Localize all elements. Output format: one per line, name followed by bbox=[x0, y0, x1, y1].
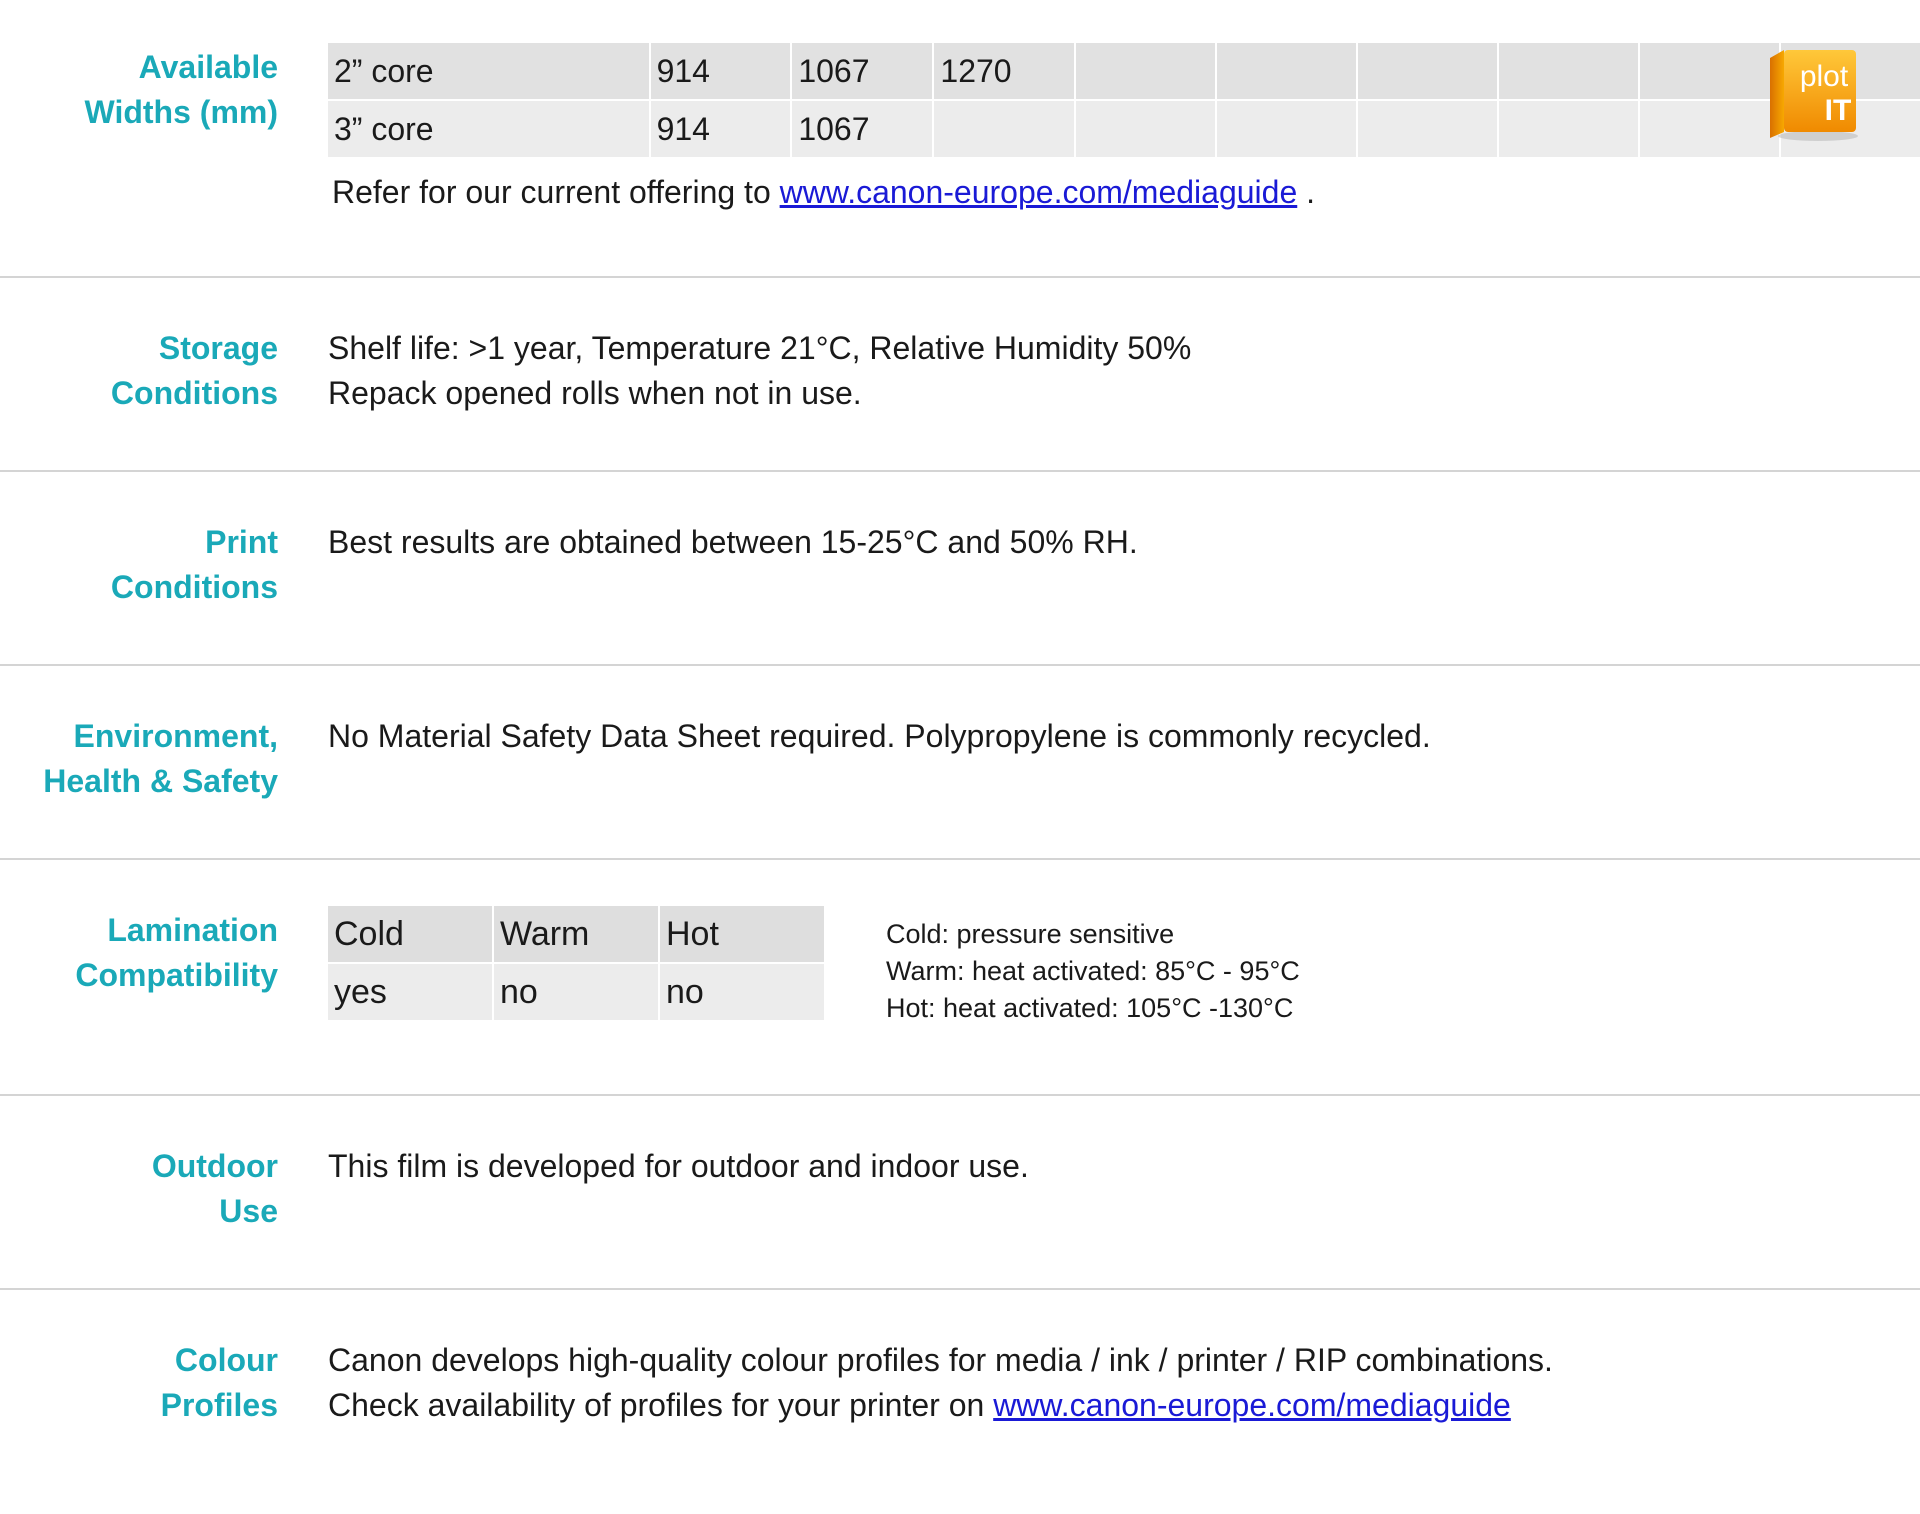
refer-end: . bbox=[1297, 174, 1316, 210]
plotit-logo-icon bbox=[1766, 48, 1862, 142]
colour-text bbox=[328, 1338, 1553, 1428]
section-divider bbox=[0, 470, 1920, 472]
outdoor-text bbox=[328, 1144, 1029, 1189]
lamination-notes bbox=[886, 916, 1300, 1027]
colour-label bbox=[0, 1338, 278, 1428]
storage-label bbox=[0, 326, 278, 416]
lamination-value-hot: no bbox=[660, 964, 824, 1022]
width-cell bbox=[1217, 101, 1358, 159]
print-text bbox=[328, 520, 1138, 565]
lamination-header-hot: Hot bbox=[660, 906, 824, 964]
section-divider bbox=[0, 858, 1920, 860]
lamination-label bbox=[0, 908, 278, 998]
width-cell bbox=[1499, 101, 1640, 159]
width-cell bbox=[1499, 43, 1640, 101]
lamination-header-cold: Cold bbox=[328, 906, 494, 964]
width-cell bbox=[1076, 101, 1217, 159]
width-cell: 914 bbox=[651, 101, 793, 159]
table-row bbox=[328, 43, 1920, 101]
colour-line2 bbox=[328, 1383, 1553, 1428]
widths-table bbox=[328, 43, 1920, 159]
width-cell: 1067 bbox=[792, 43, 934, 101]
width-cell: 1067 bbox=[792, 101, 934, 159]
environment-label bbox=[0, 714, 278, 804]
storage-text bbox=[328, 326, 1191, 416]
outdoor-label bbox=[0, 1144, 278, 1234]
lamination-table bbox=[328, 906, 824, 1022]
print-label-line1: Print bbox=[205, 524, 278, 560]
refer-line bbox=[332, 168, 1315, 216]
storage-line2: Repack opened rolls when not in use. bbox=[328, 375, 862, 411]
table-row bbox=[328, 101, 1920, 159]
table-row bbox=[328, 964, 824, 1022]
section-divider bbox=[0, 664, 1920, 666]
lamination-value-warm: no bbox=[494, 964, 660, 1022]
core-cell: 3” core bbox=[328, 101, 651, 159]
colour-label-line1: Colour bbox=[174, 1342, 278, 1378]
section-divider bbox=[0, 1288, 1920, 1290]
storage-label-line1: Storage bbox=[158, 330, 278, 366]
widths-label-line1: Available bbox=[138, 49, 278, 85]
core-cell: 2” core bbox=[328, 43, 651, 101]
environment-line1: No Material Safety Data Sheet required. Polypropylene is commonly recycled. bbox=[328, 718, 1431, 754]
lamination-note: Warm: heat activated: 85°C - 95°C bbox=[886, 956, 1300, 986]
environment-label-line1: Environment, bbox=[73, 718, 278, 754]
table-row bbox=[328, 906, 824, 964]
print-label bbox=[0, 520, 278, 610]
section-divider bbox=[0, 276, 1920, 278]
colour-line1: Canon develops high-quality colour profiles for media / ink / printer / RIP combinations. bbox=[328, 1342, 1553, 1378]
lamination-note: Cold: pressure sensitive bbox=[886, 919, 1175, 949]
width-cell bbox=[1640, 43, 1781, 101]
lamination-label-line1: Lamination bbox=[107, 912, 278, 948]
colour-line2-text: Check availability of profiles for your printer on bbox=[328, 1387, 994, 1423]
lamination-note: Hot: heat activated: 105°C -130°C bbox=[886, 993, 1294, 1023]
environment-text bbox=[328, 714, 1431, 759]
print-label-line2: Conditions bbox=[110, 569, 278, 605]
lamination-value-cold: yes bbox=[328, 964, 494, 1022]
lamination-label-line2: Compatibility bbox=[75, 957, 278, 993]
width-cell bbox=[1358, 101, 1499, 159]
print-line1: Best results are obtained between 15-25°C and 50% RH. bbox=[328, 524, 1138, 560]
width-cell bbox=[1217, 43, 1358, 101]
refer-text: Refer for our current offering to bbox=[332, 174, 780, 210]
width-cell bbox=[1076, 43, 1217, 101]
storage-label-line2: Conditions bbox=[110, 375, 278, 411]
width-cell bbox=[934, 101, 1076, 159]
storage-line1: Shelf life: >1 year, Temperature 21°C, Relative Humidity 50% bbox=[328, 330, 1192, 366]
logo-word-plot: plot bbox=[1799, 60, 1849, 93]
mediaguide-link[interactable]: www.canon-europe.com/mediaguide bbox=[779, 174, 1298, 210]
outdoor-label-line1: Outdoor bbox=[151, 1148, 278, 1184]
width-cell: 1270 bbox=[934, 43, 1076, 101]
width-cell bbox=[1358, 43, 1499, 101]
environment-label-line2: Health & Safety bbox=[43, 763, 278, 799]
width-cell: 914 bbox=[651, 43, 793, 101]
colour-label-line2: Profiles bbox=[160, 1387, 278, 1423]
width-cell bbox=[1640, 101, 1781, 159]
widths-label-line2: Widths (mm) bbox=[84, 94, 278, 130]
outdoor-label-line2: Use bbox=[219, 1193, 278, 1229]
section-divider bbox=[0, 1094, 1920, 1096]
outdoor-line1: This film is developed for outdoor and indoor use. bbox=[328, 1148, 1029, 1184]
mediaguide-link[interactable]: www.canon-europe.com/mediaguide bbox=[993, 1387, 1511, 1423]
widths-label bbox=[0, 45, 278, 135]
logo-word-it: IT bbox=[1824, 94, 1852, 127]
lamination-header-warm: Warm bbox=[494, 906, 660, 964]
